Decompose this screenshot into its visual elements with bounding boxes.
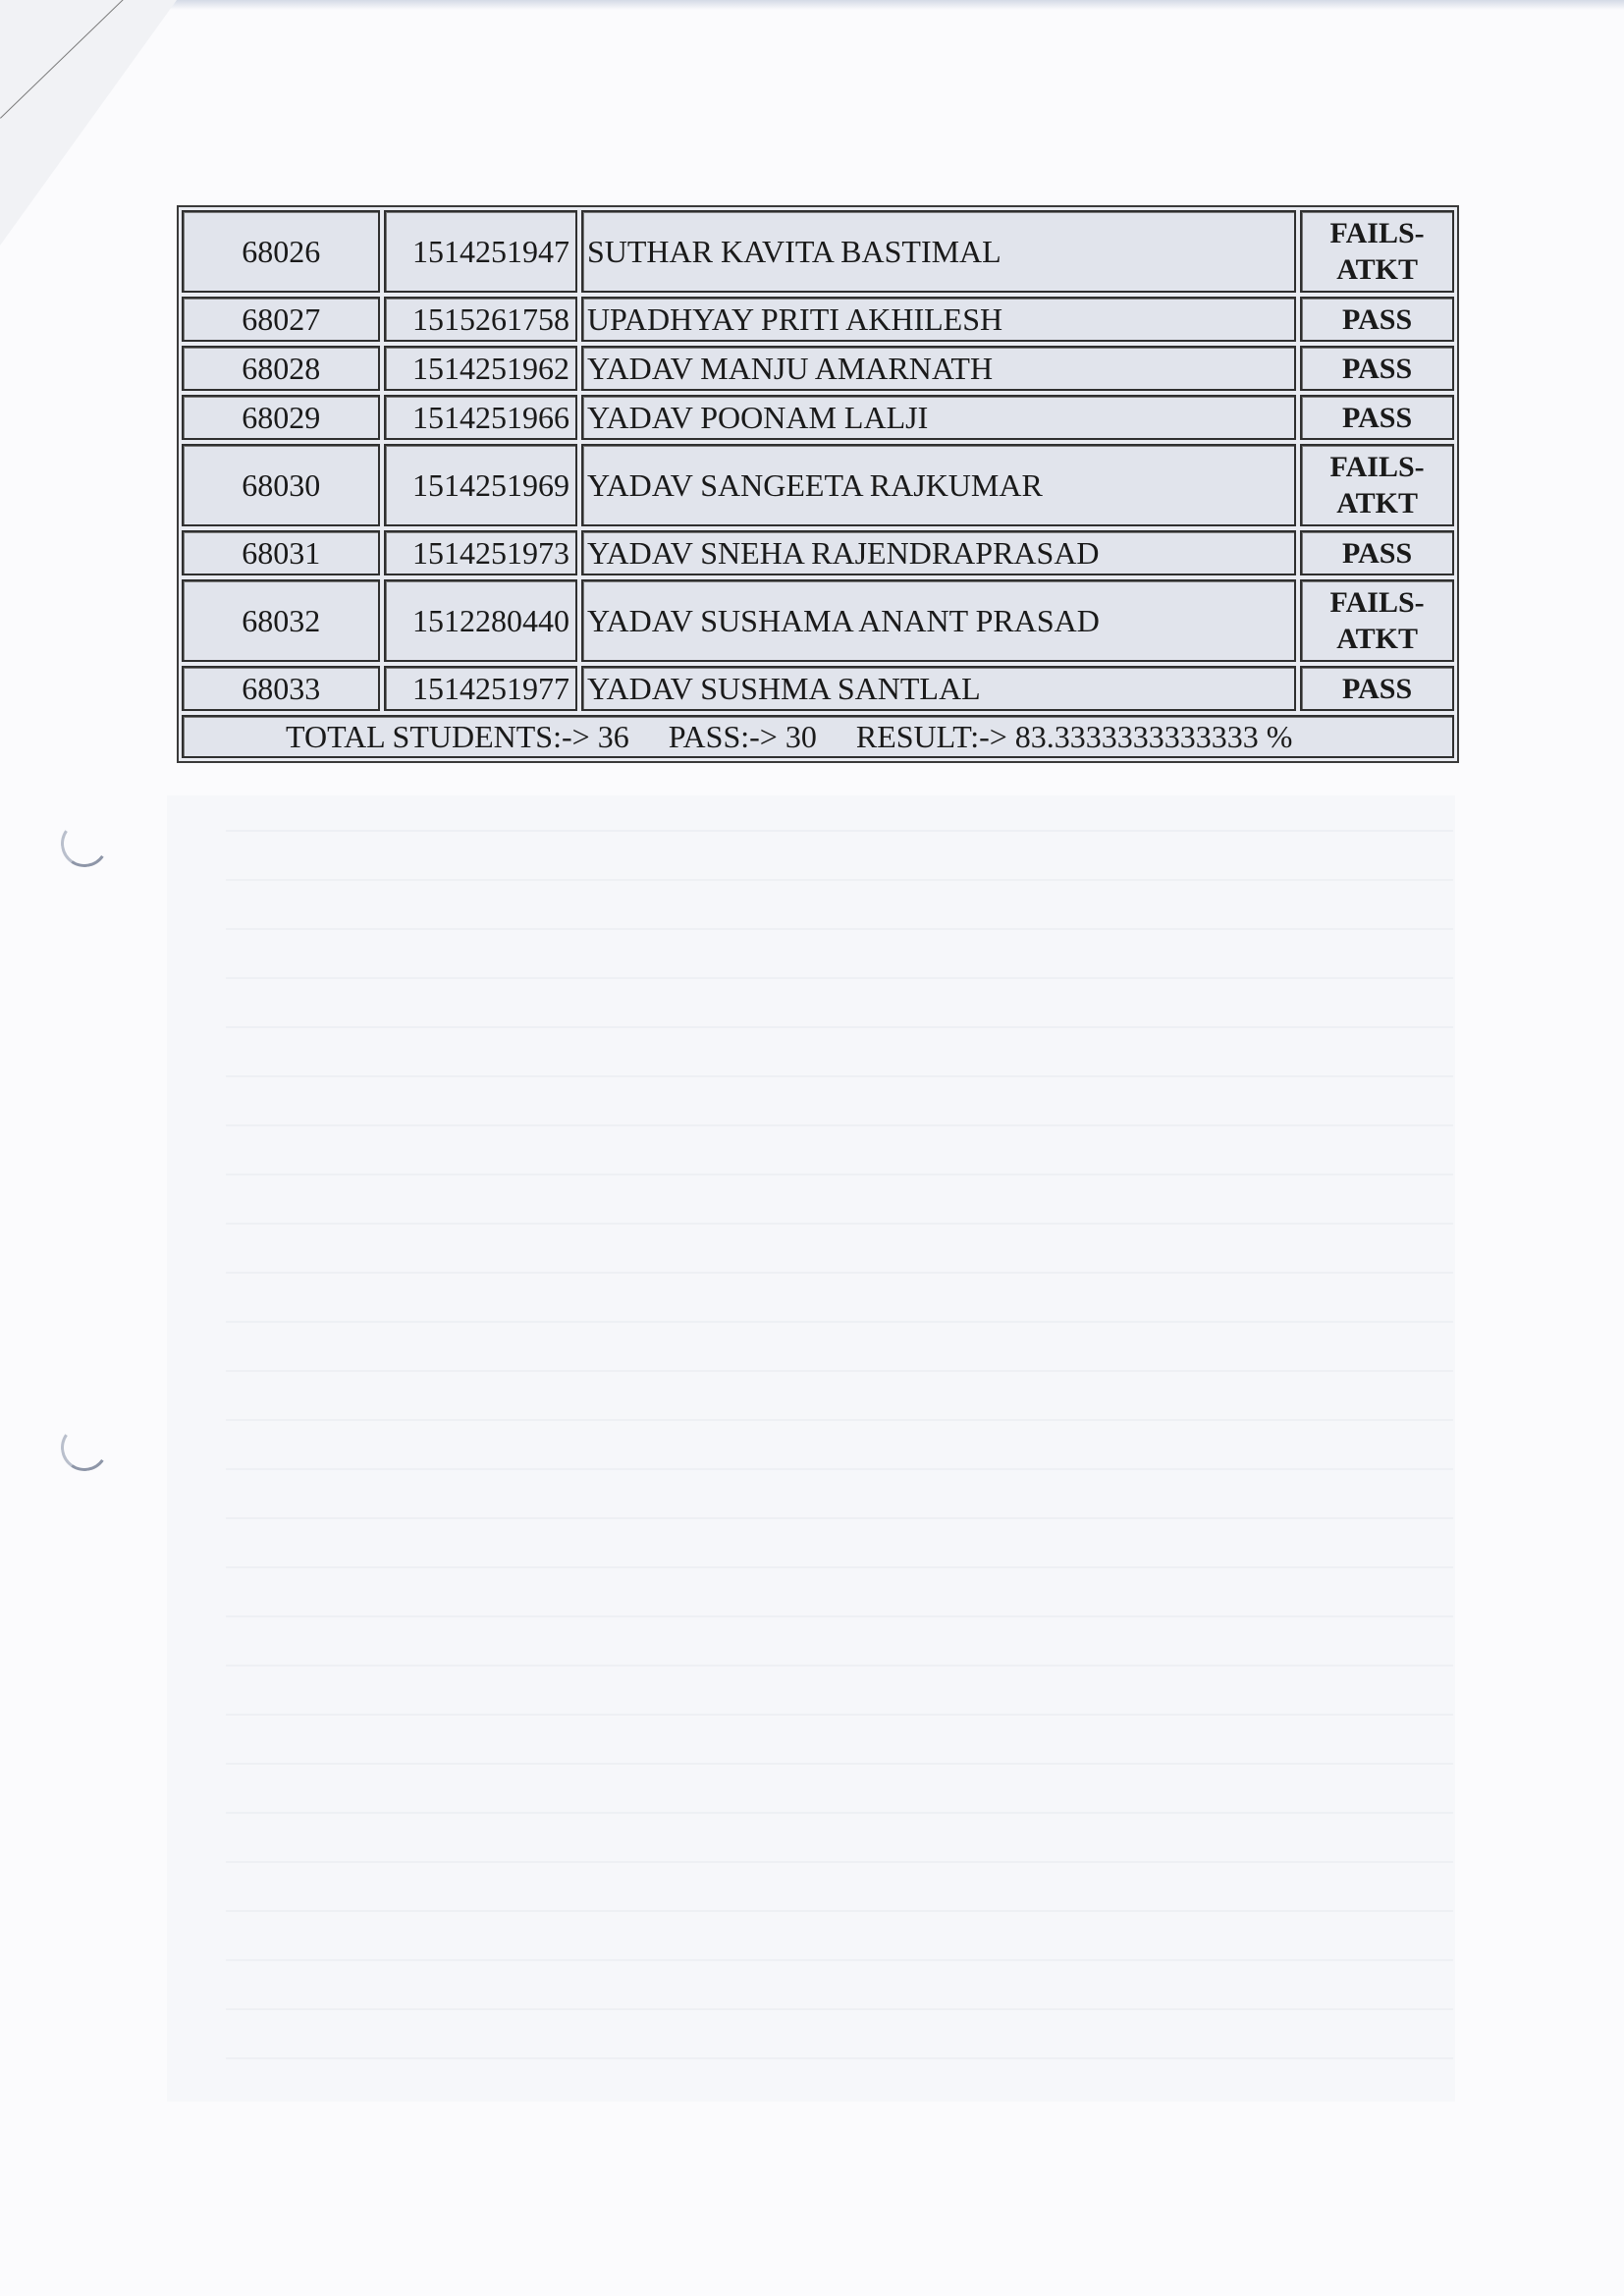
seat-number-cell bbox=[182, 666, 380, 711]
show-through-line bbox=[226, 1566, 1453, 1568]
student-name-cell-text: YADAV SUSHMA SANTLAL bbox=[586, 670, 981, 706]
prn-cell-text: 1514251977 bbox=[411, 670, 569, 706]
result-cell-text: PASS bbox=[1342, 536, 1413, 570]
prn-cell bbox=[384, 210, 577, 293]
table-row bbox=[182, 579, 1454, 662]
seat-number-cell-text: 68031 bbox=[242, 534, 321, 571]
prn-cell-text: 1514251973 bbox=[411, 534, 569, 571]
prn-cell bbox=[384, 444, 577, 526]
show-through-line bbox=[226, 1272, 1453, 1274]
result-cell bbox=[1300, 444, 1454, 526]
student-name-cell-text: UPADHYAY PRITI AKHILESH bbox=[586, 301, 1003, 337]
student-name-cell bbox=[581, 395, 1296, 440]
student-name-cell bbox=[581, 579, 1296, 662]
seat-number-cell bbox=[182, 444, 380, 526]
show-through-line bbox=[226, 1517, 1453, 1519]
seat-number-cell-text: 68033 bbox=[242, 670, 321, 706]
page-top-edge bbox=[167, 0, 1624, 10]
result-cell bbox=[1300, 210, 1454, 293]
prn-cell-text: 1514251962 bbox=[411, 350, 569, 386]
seat-number-cell bbox=[182, 297, 380, 342]
show-through-line bbox=[226, 2057, 1453, 2059]
prn-cell bbox=[384, 395, 577, 440]
folded-corner bbox=[0, 0, 177, 246]
show-through-line bbox=[226, 1370, 1453, 1372]
result-percentage-label: RESULT:-> bbox=[855, 718, 1007, 754]
show-through-line bbox=[226, 1714, 1453, 1716]
table-row bbox=[182, 530, 1454, 575]
result-cell-text: FAILS-ATKT bbox=[1329, 451, 1425, 519]
seat-number-cell-text: 68028 bbox=[242, 350, 321, 386]
punch-hole-top bbox=[57, 816, 112, 871]
show-through-line bbox=[226, 1124, 1453, 1126]
result-percentage-value: 83.3333333333333 % bbox=[1014, 718, 1293, 754]
result-cell bbox=[1300, 579, 1454, 662]
student-name-cell-text: YADAV SNEHA RAJENDRAPRASAD bbox=[586, 534, 1100, 571]
result-cell-text: PASS bbox=[1342, 352, 1413, 385]
summary-row bbox=[182, 715, 1454, 758]
seat-number-cell-text: 68026 bbox=[242, 233, 321, 269]
prn-cell-text: 1512280440 bbox=[411, 602, 569, 638]
table-row bbox=[182, 346, 1454, 391]
show-through-line bbox=[226, 1812, 1453, 1814]
student-name-cell-text: YADAV SANGEETA RAJKUMAR bbox=[586, 466, 1043, 503]
student-name-cell bbox=[581, 210, 1296, 293]
student-name-cell-text: YADAV POONAM LALJI bbox=[586, 399, 929, 435]
table-row bbox=[182, 210, 1454, 293]
seat-number-cell-text: 68032 bbox=[242, 602, 321, 638]
seat-number-cell-text: 68027 bbox=[242, 301, 321, 337]
result-cell-text: FAILS-ATKT bbox=[1329, 217, 1425, 286]
result-cell bbox=[1300, 395, 1454, 440]
total-students-label: TOTAL STUDENTS:-> bbox=[286, 718, 590, 754]
result-cell-text: PASS bbox=[1342, 672, 1413, 705]
seat-number-cell bbox=[182, 530, 380, 575]
result-cell bbox=[1300, 530, 1454, 575]
result-cell bbox=[1300, 297, 1454, 342]
table-row bbox=[182, 395, 1454, 440]
prn-cell-text: 1514251969 bbox=[411, 466, 569, 503]
show-through-line bbox=[226, 977, 1453, 979]
show-through-line bbox=[226, 1910, 1453, 1912]
prn-cell-text: 1514251947 bbox=[411, 233, 569, 269]
results-rows bbox=[182, 210, 1454, 711]
student-name-cell-text: YADAV SUSHAMA ANANT PRASAD bbox=[586, 602, 1100, 638]
show-through-line bbox=[226, 1468, 1453, 1470]
prn-cell bbox=[384, 530, 577, 575]
show-through-line bbox=[226, 1026, 1453, 1028]
show-through-line bbox=[226, 1861, 1453, 1863]
prn-cell-text: 1514251966 bbox=[411, 399, 569, 435]
show-through-line bbox=[226, 1174, 1453, 1175]
result-cell bbox=[1300, 666, 1454, 711]
show-through-area bbox=[167, 795, 1455, 2102]
result-cell-text: PASS bbox=[1342, 401, 1413, 434]
result-cell bbox=[1300, 346, 1454, 391]
seat-number-cell bbox=[182, 346, 380, 391]
student-name-cell bbox=[581, 444, 1296, 526]
prn-cell-text: 1515261758 bbox=[411, 301, 569, 337]
show-through-line bbox=[226, 1075, 1453, 1077]
table-row bbox=[182, 666, 1454, 711]
show-through-line bbox=[226, 1959, 1453, 1961]
student-name-cell bbox=[581, 530, 1296, 575]
show-through-line bbox=[226, 1665, 1453, 1667]
student-name-cell bbox=[581, 346, 1296, 391]
pass-count-label: PASS:-> bbox=[668, 718, 778, 754]
prn-cell bbox=[384, 297, 577, 342]
show-through-line bbox=[226, 928, 1453, 930]
show-through-line bbox=[226, 1321, 1453, 1323]
seat-number-cell bbox=[182, 579, 380, 662]
prn-cell bbox=[384, 346, 577, 391]
prn-cell bbox=[384, 666, 577, 711]
table-row bbox=[182, 444, 1454, 526]
show-through-line bbox=[226, 879, 1453, 881]
student-name-cell-text: YADAV MANJU AMARNATH bbox=[586, 350, 994, 386]
total-students-value: 36 bbox=[597, 718, 629, 754]
seat-number-cell-text: 68030 bbox=[242, 466, 321, 503]
seat-number-cell bbox=[182, 210, 380, 293]
student-name-cell bbox=[581, 297, 1296, 342]
show-through-line bbox=[226, 1419, 1453, 1421]
student-name-cell-text: SUTHAR KAVITA BASTIMAL bbox=[586, 233, 1001, 269]
seat-number-cell bbox=[182, 395, 380, 440]
result-cell-text: PASS bbox=[1342, 302, 1413, 336]
results-table bbox=[177, 205, 1459, 763]
student-name-cell bbox=[581, 666, 1296, 711]
table-row bbox=[182, 297, 1454, 342]
seat-number-cell-text: 68029 bbox=[242, 399, 321, 435]
show-through-line bbox=[226, 830, 1453, 832]
show-through-line bbox=[226, 1615, 1453, 1617]
show-through-line bbox=[226, 2008, 1453, 2010]
pass-count-value: 30 bbox=[785, 718, 817, 754]
prn-cell bbox=[384, 579, 577, 662]
punch-hole-bottom bbox=[57, 1420, 112, 1475]
result-cell-text: FAILS-ATKT bbox=[1329, 586, 1425, 655]
show-through-line bbox=[226, 1223, 1453, 1225]
show-through-line bbox=[226, 1763, 1453, 1765]
